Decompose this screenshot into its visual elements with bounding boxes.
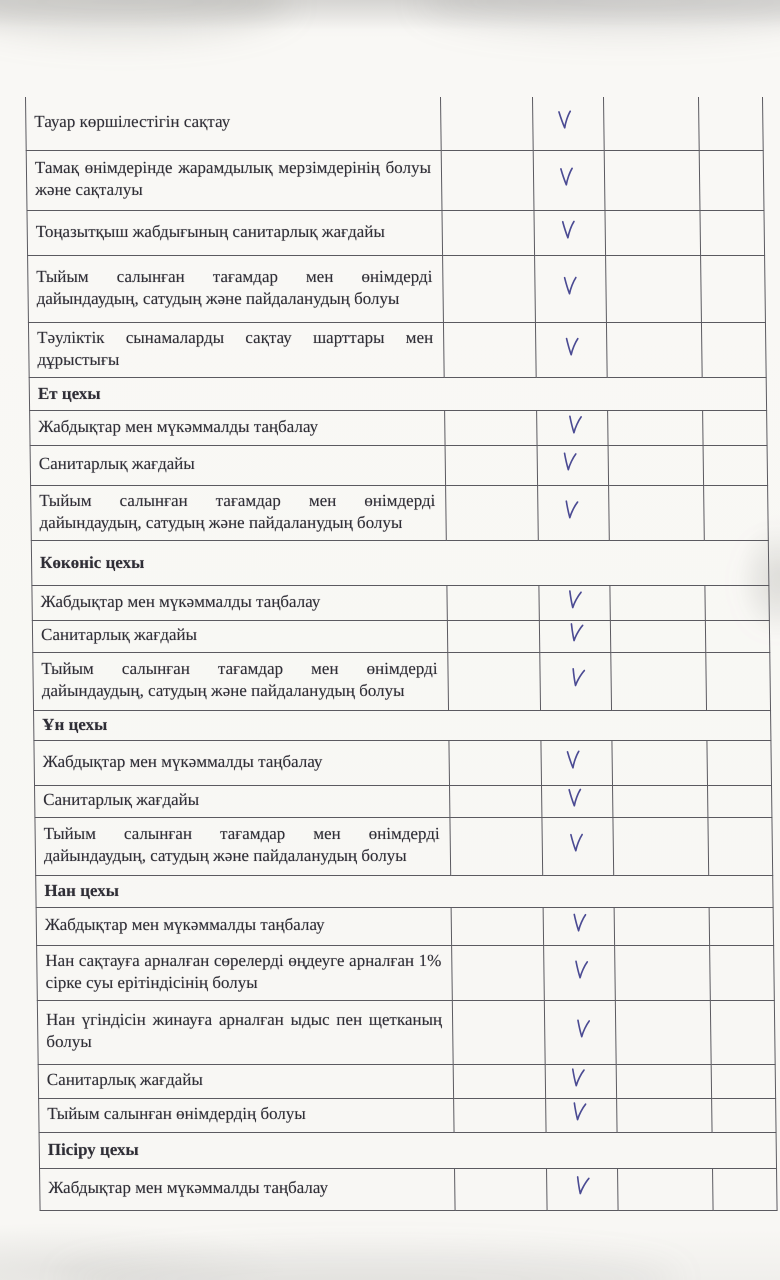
item-label-cell: Жабдықтар мен мүкәммалды таңбалау	[36, 907, 451, 945]
table-row	[35, 785, 772, 817]
section-row	[39, 1132, 776, 1168]
value-cell-2	[547, 1168, 619, 1210]
value-cell-2	[537, 410, 608, 445]
value-cell-3	[617, 1098, 712, 1132]
item-label-cell: Тыйым салынған өнімдердің болуы	[39, 1098, 454, 1132]
value-cell-2	[538, 485, 610, 540]
table-row	[35, 817, 773, 875]
checkmark-icon	[562, 334, 583, 360]
value-cell-4	[707, 740, 772, 785]
value-cell-1	[450, 817, 543, 875]
value-cell-1	[454, 1098, 546, 1132]
checkmark-icon	[564, 587, 585, 613]
value-cell-1	[455, 1168, 548, 1210]
table-row	[26, 150, 764, 210]
item-label-cell: Жабдықтар мен мүкәммалды таңбалау	[40, 1168, 456, 1210]
value-cell-1	[443, 255, 536, 322]
value-cell-4	[701, 255, 766, 322]
section-row	[31, 540, 769, 585]
table-row	[33, 652, 771, 710]
item-label-cell: Нан үгіндісін жинауға арналған ыдыс пен щетканың болуы	[37, 1000, 453, 1064]
table-row	[28, 322, 766, 377]
section-label-cell: Нан цехы	[36, 875, 773, 907]
value-cell-1	[448, 652, 541, 710]
value-cell-1	[452, 1000, 545, 1064]
table-row	[32, 585, 769, 620]
section-label-cell: Пісіру цехы	[39, 1132, 776, 1168]
value-cell-3	[604, 97, 700, 150]
value-cell-3	[618, 1168, 714, 1210]
value-cell-1	[441, 150, 534, 210]
checkmark-icon	[569, 1099, 590, 1125]
value-cell-2	[542, 785, 613, 817]
checkmark-icon	[560, 273, 582, 299]
value-cell-2	[533, 150, 605, 210]
item-label-cell: Санитарлық жағдайы	[35, 785, 450, 817]
value-cell-2	[545, 1064, 616, 1098]
item-label-cell: Санитарлық жағдайы	[38, 1064, 453, 1098]
checklist-table	[25, 97, 778, 1211]
value-cell-2	[542, 817, 614, 875]
value-cell-3	[615, 945, 711, 1000]
table-row	[39, 1098, 776, 1132]
item-label-cell: Тыйым салынған тағамдар мен өнімдерді дайындаудың, сатудың және пайдаланудың болуы	[35, 817, 451, 875]
table-row	[27, 210, 765, 255]
table-row	[40, 1168, 778, 1210]
value-cell-4	[710, 1000, 775, 1064]
value-cell-4	[710, 945, 775, 1000]
value-cell-3	[606, 322, 702, 377]
value-cell-2	[535, 255, 607, 322]
scan-shadow-top-left	[0, 0, 290, 38]
checkmark-icon	[556, 164, 578, 191]
value-cell-1	[446, 485, 539, 540]
checkmark-icon	[558, 217, 580, 243]
checkmark-icon	[571, 1173, 593, 1200]
value-cell-2	[539, 620, 610, 652]
value-cell-1	[445, 445, 538, 485]
value-cell-3	[613, 817, 709, 875]
value-cell-2	[544, 1000, 616, 1064]
value-cell-4	[701, 322, 766, 377]
value-cell-3	[605, 210, 701, 255]
item-label-cell: Тыйым салынған тағамдар мен өнімдерді дайындаудың, сатудың және пайдаланудың болуы	[33, 652, 449, 710]
table-row	[37, 945, 775, 1000]
section-label-cell: Ет цехы	[29, 377, 766, 410]
checkmark-icon	[567, 665, 589, 692]
item-label-cell: Тыйым салынған тағамдар мен өнімдерді дайындаудың, сатудың және пайдаланудың болуы	[28, 255, 444, 322]
value-cell-2	[544, 945, 616, 1000]
value-cell-4	[705, 620, 769, 652]
value-cell-1	[449, 740, 542, 785]
scan-shadow-top-right	[420, 0, 780, 34]
item-label-cell: Санитарлық жағдайы	[32, 620, 447, 652]
value-cell-3	[610, 620, 705, 652]
value-cell-2	[546, 1098, 617, 1132]
section-row	[36, 875, 773, 907]
value-cell-1	[445, 410, 537, 445]
value-cell-4	[700, 210, 765, 255]
item-label-cell: Тауар көршілестігін сақтау	[26, 97, 442, 150]
table-row	[34, 740, 772, 785]
value-cell-4	[711, 1064, 775, 1098]
value-cell-4	[703, 410, 767, 445]
section-label-cell: Көкөніс цехы	[31, 540, 769, 585]
item-label-cell: Тәуліктік сынамаларды сақтау шарттары мен дұрыстығы	[28, 322, 444, 377]
value-cell-3	[612, 740, 708, 785]
section-row	[34, 710, 771, 740]
value-cell-1	[442, 210, 535, 255]
value-cell-3	[611, 652, 707, 710]
checkmark-icon	[560, 450, 580, 475]
item-label-cell: Нан сақтауға арналған сөрелерді өңдеуге арналған 1% сірке суы ерітіндісінің болуы	[37, 945, 453, 1000]
checkmark-icon	[566, 830, 588, 856]
section-label-cell: Ұн цехы	[34, 710, 771, 740]
table-row	[28, 255, 766, 322]
value-cell-4	[703, 445, 768, 485]
table-row	[38, 1064, 775, 1098]
section-row	[29, 377, 766, 410]
value-cell-1	[441, 97, 534, 150]
table-row	[26, 97, 764, 150]
item-label-cell: Тамақ өнімдерінде жарамдылық мерзімдерінің болуы және сақталуы	[26, 150, 442, 210]
value-cell-4	[713, 1168, 778, 1210]
table-row	[30, 445, 768, 485]
value-cell-3	[616, 1064, 711, 1098]
checkmark-icon	[569, 911, 590, 936]
value-cell-1	[447, 620, 539, 652]
value-cell-1	[447, 585, 539, 620]
scan-shadow-bottom	[60, 1252, 680, 1280]
value-cell-2	[535, 322, 607, 377]
value-cell-3	[613, 785, 708, 817]
checkmark-icon	[571, 958, 591, 983]
value-cell-1	[450, 785, 542, 817]
value-cell-4	[704, 485, 769, 540]
item-label-cell: Санитарлық жағдайы	[30, 445, 446, 485]
value-cell-3	[606, 255, 702, 322]
value-cell-3	[604, 150, 700, 210]
value-cell-4	[699, 97, 764, 150]
value-cell-4	[706, 652, 771, 710]
item-label-cell: Жабдықтар мен мүкәммалды таңбалау	[32, 585, 447, 620]
value-cell-3	[609, 485, 705, 540]
checkmark-icon	[565, 413, 585, 438]
checkmark-icon	[565, 620, 587, 647]
value-cell-4	[699, 150, 764, 210]
checkmark-icon	[562, 747, 584, 774]
value-cell-2	[534, 210, 606, 255]
value-cell-3	[615, 1000, 711, 1064]
item-label-cell: Жабдықтар мен мүкәммалды таңбалау	[34, 740, 450, 785]
value-cell-2	[539, 585, 610, 620]
item-label-cell: Тыйым салынған тағамдар мен өнімдерді дайындаудың, сатудың және пайдаланудың болуы	[31, 485, 447, 540]
value-cell-3	[614, 907, 709, 945]
value-cell-4	[705, 585, 769, 620]
value-cell-2	[533, 97, 605, 150]
value-cell-1	[443, 322, 536, 377]
value-cell-4	[708, 785, 772, 817]
value-cell-3	[608, 445, 704, 485]
value-cell-2	[537, 445, 609, 485]
table-body	[26, 97, 778, 1210]
value-cell-3	[610, 585, 705, 620]
value-cell-4	[712, 1098, 776, 1132]
value-cell-2	[543, 907, 614, 945]
item-label-cell: Жабдықтар мен мүкәммалды таңбалау	[30, 410, 445, 445]
checkmark-icon	[564, 785, 586, 811]
table-row	[37, 1000, 775, 1064]
checkmark-icon	[554, 107, 577, 134]
table-row	[36, 907, 773, 945]
value-cell-2	[540, 652, 612, 710]
value-cell-3	[608, 410, 703, 445]
value-cell-2	[541, 740, 613, 785]
value-cell-1	[452, 945, 545, 1000]
checkmark-icon	[568, 1066, 589, 1092]
value-cell-4	[708, 817, 773, 875]
checkmark-icon	[561, 497, 582, 523]
table-row	[32, 620, 769, 652]
value-cell-4	[709, 907, 773, 945]
value-cell-1	[453, 1064, 545, 1098]
checkmark-icon	[573, 1017, 593, 1042]
table-row	[30, 410, 767, 445]
item-label-cell: Тоңазытқыш жабдығының санитарлық жағдайы	[27, 210, 443, 255]
value-cell-1	[451, 907, 543, 945]
table-row	[31, 485, 769, 540]
